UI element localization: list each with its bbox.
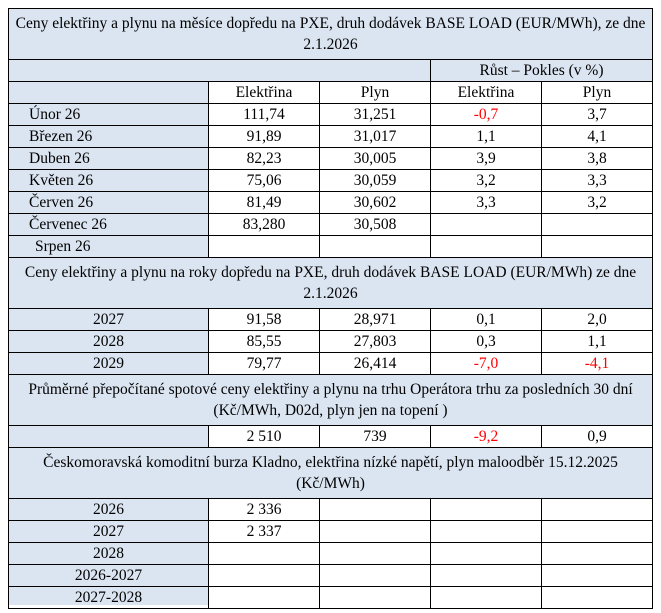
electricity-change-cell: -0,7 xyxy=(430,103,542,126)
column-header-gas: Plyn xyxy=(319,81,431,104)
electricity-price-cell xyxy=(208,542,320,565)
electricity-change-cell: -9,2 xyxy=(430,425,542,448)
column-header-electricity: Elektřina xyxy=(208,81,320,104)
electricity-change-cell xyxy=(430,213,542,236)
section1-title: Ceny elektřiny a plynu na měsíce dopředu na PXE, druh dodávek BASE LOAD (EUR/MWh), ze dne 2.1.2026 xyxy=(8,8,653,60)
gas-change-cell: 3,3 xyxy=(541,169,653,192)
gas-price-cell xyxy=(319,564,431,587)
gas-price-cell: 30,059 xyxy=(319,169,431,192)
table-row xyxy=(8,586,653,609)
gas-change-cell: -4,1 xyxy=(541,352,653,375)
electricity-change-cell: 3,9 xyxy=(430,147,542,170)
row-label-cell: Únor 26 xyxy=(8,103,209,126)
section1-column-header-row xyxy=(8,81,653,104)
electricity-change-cell: 0,1 xyxy=(430,308,542,331)
section3-title-row xyxy=(8,374,653,426)
electricity-change-cell xyxy=(430,520,542,543)
table-row xyxy=(8,147,653,170)
electricity-change-cell xyxy=(430,564,542,587)
price-table xyxy=(8,8,653,605)
row-label-cell: 2027 xyxy=(8,308,209,331)
electricity-price-cell xyxy=(208,586,320,609)
electricity-price-cell: 83,280 xyxy=(208,213,320,236)
table-row xyxy=(8,498,653,521)
electricity-price-cell: 2 336 xyxy=(208,498,320,521)
gas-change-cell: 1,1 xyxy=(541,330,653,353)
gas-price-cell xyxy=(319,498,431,521)
table-row xyxy=(8,235,653,258)
row-label-cell: 2026 xyxy=(8,498,209,521)
gas-price-cell: 26,414 xyxy=(319,352,431,375)
table-row xyxy=(8,213,653,236)
row-label-cell: Duben 26 xyxy=(8,147,209,170)
table-row xyxy=(8,191,653,214)
section4-title-row xyxy=(8,447,653,499)
row-label-cell: Květen 26 xyxy=(8,169,209,192)
electricity-price-cell: 82,23 xyxy=(208,147,320,170)
section4-title: Českomoravská komoditní burza Kladno, elektřina nízké napětí, plyn maloodběr 15.12.2025 (Kč/MWh) xyxy=(8,447,653,499)
group-header-blank xyxy=(8,59,431,82)
electricity-change-cell xyxy=(430,542,542,565)
row-label-cell: 2027 xyxy=(8,520,209,543)
row-label-cell: 2029 xyxy=(8,352,209,375)
gas-change-cell: 3,2 xyxy=(541,191,653,214)
table-row xyxy=(8,125,653,148)
table-row xyxy=(8,564,653,587)
row-label-cell: Březen 26 xyxy=(8,125,209,148)
gas-change-cell xyxy=(541,520,653,543)
gas-change-cell: 3,7 xyxy=(541,103,653,126)
row-label-cell: Srpen 26 xyxy=(8,235,209,258)
gas-price-cell: 30,005 xyxy=(319,147,431,170)
row-label-cell: 2026-2027 xyxy=(8,564,209,587)
electricity-change-cell: -7,0 xyxy=(430,352,542,375)
electricity-price-cell: 75,06 xyxy=(208,169,320,192)
column-header-blank xyxy=(8,81,209,104)
gas-change-cell xyxy=(541,542,653,565)
gas-change-cell xyxy=(541,235,653,258)
gas-price-cell: 28,971 xyxy=(319,308,431,331)
electricity-price-cell: 2 337 xyxy=(208,520,320,543)
table-row xyxy=(8,308,653,331)
row-label-cell: Červenec 26 xyxy=(8,213,209,236)
column-header-electricity-change: Elektřina xyxy=(430,81,542,104)
gas-price-cell: 739 xyxy=(319,425,431,448)
electricity-price-cell: 85,55 xyxy=(208,330,320,353)
row-label-cell: 2028 xyxy=(8,330,209,353)
row-label-cell: Červen 26 xyxy=(8,191,209,214)
table-row xyxy=(8,330,653,353)
table-row xyxy=(8,103,653,126)
gas-price-cell xyxy=(319,235,431,258)
electricity-price-cell: 79,77 xyxy=(208,352,320,375)
row-label-cell: 2027-2028 xyxy=(8,586,209,609)
column-header-gas-change: Plyn xyxy=(541,81,653,104)
gas-price-cell: 31,017 xyxy=(319,125,431,148)
section1-title-row xyxy=(8,8,653,60)
section1-group-header-row xyxy=(8,59,653,82)
gas-change-cell xyxy=(541,213,653,236)
electricity-price-cell: 2 510 xyxy=(208,425,320,448)
row-label-cell: 2028 xyxy=(8,542,209,565)
gas-price-cell: 30,508 xyxy=(319,213,431,236)
electricity-price-cell: 91,58 xyxy=(208,308,320,331)
electricity-price-cell: 91,89 xyxy=(208,125,320,148)
table-row xyxy=(8,542,653,565)
gas-change-cell xyxy=(541,564,653,587)
electricity-price-cell: 111,74 xyxy=(208,103,320,126)
gas-price-cell xyxy=(319,542,431,565)
table-row xyxy=(8,169,653,192)
electricity-change-cell xyxy=(430,498,542,521)
section3-title: Průměrné přepočítané spotové ceny elektřiny a plynu na trhu Operátora trhu za posledních 30 dní (Kč/MWh, D02d, plyn jen na topení ) xyxy=(8,374,653,426)
electricity-change-cell: 0,3 xyxy=(430,330,542,353)
electricity-change-cell: 1,1 xyxy=(430,125,542,148)
gas-change-cell xyxy=(541,498,653,521)
gas-change-cell: 0,9 xyxy=(541,425,653,448)
section2-title: Ceny elektřiny a plynu na roky dopředu na PXE, druh dodávek BASE LOAD (EUR/MWh) ze dne 2.1.2026 xyxy=(8,257,653,309)
gas-change-cell xyxy=(541,586,653,609)
section2-title-row xyxy=(8,257,653,309)
electricity-price-cell xyxy=(208,564,320,587)
electricity-change-cell xyxy=(430,235,542,258)
row-label-cell xyxy=(8,425,209,448)
gas-price-cell xyxy=(319,586,431,609)
gas-change-cell: 3,8 xyxy=(541,147,653,170)
table-row xyxy=(8,520,653,543)
table-row xyxy=(8,352,653,375)
electricity-price-cell xyxy=(208,235,320,258)
electricity-change-cell: 3,2 xyxy=(430,169,542,192)
gas-price-cell xyxy=(319,520,431,543)
table-row xyxy=(8,425,653,448)
electricity-price-cell: 81,49 xyxy=(208,191,320,214)
electricity-change-cell xyxy=(430,586,542,609)
change-group-header: Růst – Pokles (v %) xyxy=(430,59,653,82)
gas-price-cell: 30,602 xyxy=(319,191,431,214)
electricity-change-cell: 3,3 xyxy=(430,191,542,214)
gas-change-cell: 4,1 xyxy=(541,125,653,148)
gas-price-cell: 31,251 xyxy=(319,103,431,126)
gas-price-cell: 27,803 xyxy=(319,330,431,353)
gas-change-cell: 2,0 xyxy=(541,308,653,331)
